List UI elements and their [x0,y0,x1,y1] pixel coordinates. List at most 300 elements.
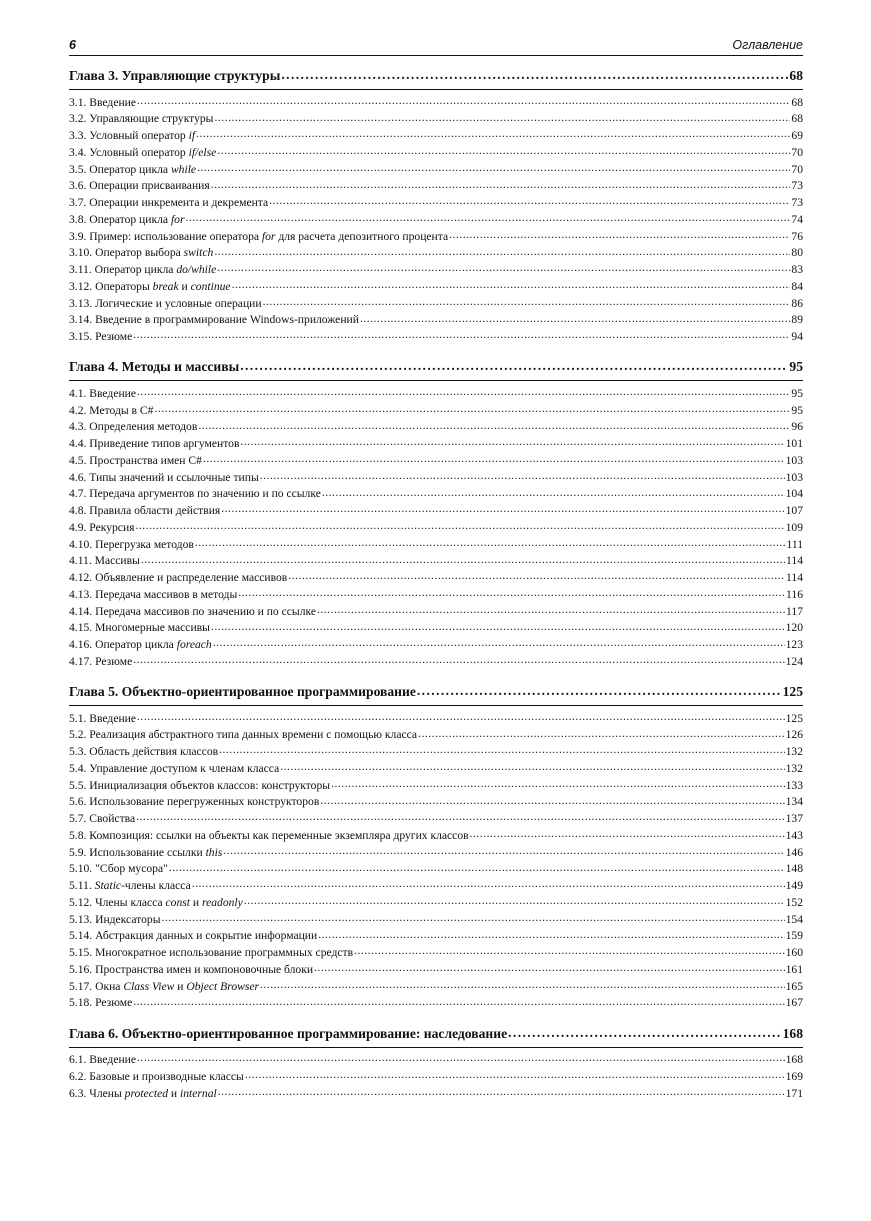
entry-title-text: 4.14. Передача массивов по значению и по ссылке [69,604,316,618]
dot-leader [137,94,790,106]
toc-entry[interactable] [69,744,803,761]
entry-title-italic: continue [190,279,231,293]
entry-page-number: 94 [791,330,803,344]
toc-entry[interactable] [69,586,803,603]
dot-leader [218,1085,785,1097]
entry-title-text: 5.16. Пространства имен и компоновочные блоки [69,962,314,976]
section-title: Оглавление [732,38,803,52]
entry-page-number: 80 [791,246,803,260]
toc-entry[interactable] [69,211,803,228]
entry-title-text: 4.1. Введение [69,386,137,400]
toc-entry[interactable] [69,570,803,587]
toc-entry[interactable] [69,385,803,402]
toc-entry[interactable] [69,436,803,453]
entry-title [69,1052,136,1068]
dot-leader [320,794,784,806]
entry-title-italic: break [152,279,179,293]
entry-title [69,761,279,777]
entry-title-text: 3.9. Пример: использование оператора [69,229,262,243]
entry-title-text: 4.2. Методы в C# [69,403,154,417]
entry-title [69,212,184,228]
entry-title-text: 4.17. Резюме [69,654,133,668]
entry-title-italic: switch [183,246,214,260]
entry-title [69,878,191,894]
entry-page-number: 124 [785,654,803,668]
chapter-heading[interactable] [69,1024,803,1048]
toc-entry[interactable] [69,228,803,245]
toc-entry[interactable] [69,637,803,654]
chapter-page-number: 68 [789,68,803,83]
toc-entry[interactable] [69,195,803,212]
dot-leader [217,262,790,274]
entry-title [69,279,231,295]
entry-page-number: 68 [791,112,803,126]
entry-title-italic: for [261,229,276,243]
dot-leader [221,503,784,515]
entry-title [69,229,448,245]
entry-title-text: 6.1. Введение [69,1053,137,1067]
entry-title-text: 3.7. Операции инкремента и декремента [69,196,269,210]
entry-title-text: 4.8. Правила области действия [69,504,221,518]
entry-title-text: 3.4. Условный оператор [69,145,189,159]
toc-entry[interactable] [69,894,803,911]
entry-title [69,945,353,961]
entry-title [69,312,359,328]
dot-leader [133,995,784,1007]
dot-leader [213,637,785,649]
entry-page-number: 120 [785,621,803,635]
toc-entry[interactable] [69,245,803,262]
toc-entry[interactable] [69,1085,803,1102]
dot-leader [219,744,785,756]
entry-title [69,845,222,861]
entry-page-number: 73 [791,196,803,210]
entry-title [69,503,220,519]
toc-entry[interactable] [69,469,803,486]
entry-title-text: 4.4. Приведение типов аргументов [69,437,240,451]
dot-leader [214,111,790,123]
dot-leader [238,586,785,598]
toc-page [69,38,803,1102]
entry-title-text: 5.1. Введение [69,711,137,725]
toc-entry[interactable] [69,961,803,978]
entry-title [69,979,259,995]
entry-page-number: 111 [786,537,803,551]
entry-page-number: 74 [791,212,803,226]
dot-leader [195,536,786,548]
dot-leader [331,777,785,789]
dot-leader [508,1024,782,1038]
entry-page-number: 70 [791,145,803,159]
entry-title [69,928,317,944]
entry-page-number: 132 [785,761,803,775]
entry-title-text: 5.5. Инициализация объектов классов: конструкторы [69,778,331,792]
entry-title-text: 3.2. Управляющие структуры [69,112,214,126]
entry-title [69,587,237,603]
entry-page-number: 143 [785,828,803,842]
entry-title [69,296,262,312]
dot-leader [133,653,784,665]
dot-leader [244,894,785,906]
toc-entry[interactable] [69,760,803,777]
toc-entry[interactable] [69,161,803,178]
entry-title [69,403,153,419]
toc-chapter [69,682,803,1012]
entry-title-italic: const [165,895,190,909]
entry-title-text: 5.18. Резюме [69,996,133,1010]
entry-title [69,195,268,211]
dot-leader [135,519,784,531]
entry-page-number: 70 [791,162,803,176]
dot-leader [449,228,790,240]
dot-leader [232,278,791,290]
dot-leader [314,961,785,973]
entry-page-number: 125 [785,711,803,725]
entry-title-text: -члены класса [121,879,191,893]
dot-leader [196,128,790,140]
entry-title [69,637,212,653]
entry-title-text: 5.13. Индексаторы [69,912,161,926]
entry-page-number: 165 [785,979,803,993]
entry-title [69,620,210,636]
entry-page-number: 134 [785,795,803,809]
dot-leader [263,295,791,307]
entry-page-number: 83 [791,263,803,277]
entry-page-number: 68 [791,95,803,109]
dot-leader [198,419,790,431]
entry-title-text: 3.13. Логические и условные операции [69,296,262,310]
toc-chapter [69,1024,803,1102]
toc-entry[interactable] [69,1068,803,1085]
entry-title-italic: internal [180,1086,217,1100]
entry-title-text: 5.9. Использование ссылки [69,845,206,859]
dot-leader [154,402,790,414]
entry-title [69,262,216,278]
entry-title [69,828,469,844]
dot-leader [281,66,788,80]
entry-page-number: 114 [786,571,803,585]
entry-title-text: 4.12. Объявление и распределение массивов [69,571,288,585]
entry-title-italic: Static [94,879,122,893]
toc-entry[interactable] [69,995,803,1012]
toc-entry[interactable] [69,536,803,553]
entry-title [69,520,134,536]
dot-leader [211,620,785,632]
dot-leader [360,312,790,324]
entry-page-number: 148 [785,862,803,876]
entry-title-italic: if [188,129,196,143]
toc-entry[interactable] [69,128,803,145]
table-of-contents [69,66,803,1102]
toc-entry[interactable] [69,844,803,861]
entry-title [69,962,313,978]
dot-leader [280,760,784,772]
entry-title-text: 5.6. Использование перегруженных конструкторов [69,795,320,809]
entry-title-text: 3.14. Введение в программирование Windows-приложений [69,313,359,327]
entry-page-number: 89 [791,313,803,327]
entry-title-italic: Object Browser [186,979,260,993]
entry-page-number: 73 [791,179,803,193]
entry-title [69,794,319,810]
entry-page-number: 167 [785,996,803,1010]
entry-page-number: 159 [785,929,803,943]
entry-title-text: для расчета депозитного процента [275,229,449,243]
entry-title-text: 5.15. Многократное использование программных средств [69,946,354,960]
toc-entry[interactable] [69,278,803,295]
toc-entry[interactable] [69,503,803,520]
chapter-heading[interactable] [69,357,803,381]
entry-title-text: 6.3. Члены [69,1086,125,1100]
entry-title [69,570,287,586]
toc-entry[interactable] [69,827,803,844]
toc-entry[interactable] [69,878,803,895]
dot-leader [470,827,785,839]
entry-title-text: 5.11. [69,879,95,893]
entry-title-text: 3.8. Оператор цикла [69,212,171,226]
dot-leader [418,727,785,739]
dot-leader [354,945,785,957]
entry-page-number: 103 [785,470,803,484]
entry-title-text: 5.14. Абстракция данных и сокрытие информации [69,929,318,943]
entry-page-number: 86 [791,296,803,310]
dot-leader [223,844,784,856]
entry-page-number: 96 [791,420,803,434]
toc-entry[interactable] [69,295,803,312]
entry-title-text: и [189,895,202,909]
page-number: 6 [69,38,76,52]
dot-leader [322,486,785,498]
dot-leader [317,603,785,615]
chapter-heading[interactable] [69,682,803,706]
entry-title-text: 5.12. Члены класса [69,895,166,909]
entry-title [69,178,210,194]
entry-title-text: 4.7. Передача аргументов по значению и по ссылке [69,487,321,501]
entry-title-text: 5.8. Композиция: ссылки на объекты как переменные экземпляра других классов [69,828,469,842]
entry-title-italic: do/while [176,263,217,277]
entry-page-number: 114 [786,554,803,568]
toc-entry[interactable] [69,978,803,995]
entry-title [69,329,132,345]
dot-leader [318,928,784,940]
entry-title-text: 3.11. Оператор цикла [69,263,177,277]
entry-page-number: 154 [785,912,803,926]
entry-page-number: 123 [785,638,803,652]
entry-page-number: 152 [785,895,803,909]
entry-title-italic: foreach [176,638,212,652]
entry-title [69,245,213,261]
chapter-title: Глава 3. Управляющие структуры [69,68,281,83]
entry-title-text: 4.11. Массивы [69,554,140,568]
entry-title [69,537,194,553]
entry-page-number: 132 [785,745,803,759]
entry-title-text: 3.15. Резюме [69,330,133,344]
entry-page-number: 107 [785,504,803,518]
chapter-title: Глава 6. Объектно-ориентированное программирование: наследование [69,1025,508,1041]
entry-title-text: и [168,1086,181,1100]
entry-title [69,1086,217,1102]
entry-page-number: 133 [785,778,803,792]
entry-title-text: 5.10. "Сбор мусора" [69,862,168,876]
toc-entry[interactable] [69,519,803,536]
entry-title [69,861,168,877]
toc-entry[interactable] [69,94,803,111]
entry-title [69,744,218,760]
dot-leader [192,878,785,890]
entry-title-text: 5.3. Область действия классов [69,745,219,759]
dot-leader [137,1052,785,1064]
dot-leader [137,385,790,397]
entry-page-number: 146 [785,845,803,859]
entry-page-number: 168 [785,1053,803,1067]
entry-page-number: 149 [785,879,803,893]
dot-leader [240,358,788,372]
entry-title-text: 4.15. Многомерные массивы [69,621,210,635]
toc-entry[interactable] [69,777,803,794]
toc-entry[interactable] [69,620,803,637]
entry-title [69,995,132,1011]
toc-entry[interactable] [69,178,803,195]
dot-leader [417,682,782,696]
entry-page-number: 101 [785,437,803,451]
entry-page-number: 160 [785,946,803,960]
toc-entry[interactable] [69,553,803,570]
dot-leader [260,978,785,990]
toc-entry[interactable] [69,402,803,419]
entry-page-number: 95 [791,403,803,417]
entry-title [69,111,213,127]
entry-title-text: 3.5. Оператор цикла [69,162,171,176]
toc-entry[interactable] [69,727,803,744]
dot-leader [288,570,785,582]
entry-title [69,453,202,469]
entry-title-text: 3.3. Условный оператор [69,129,189,143]
dot-leader [217,144,790,156]
entry-title-italic: if/else [188,145,217,159]
dot-leader [197,161,790,173]
entry-page-number: 169 [785,1069,803,1083]
chapter-title: Глава 5. Объектно-ориентированное программирование [69,684,416,699]
entry-title-text: 6.2. Базовые и производные классы [69,1069,244,1083]
entry-title-text: 5.7. Свойства [69,812,136,826]
dot-leader [141,553,785,565]
entry-page-number: 161 [785,962,803,976]
entry-page-number: 69 [791,129,803,143]
entry-title [69,1069,244,1085]
entry-title-text: 3.6. Операции присваивания [69,179,210,193]
dot-leader [260,469,785,481]
entry-title-text: 4.16. Оператор цикла [69,638,177,652]
entry-title-text: 5.2. Реализация абстрактного типа данных времени с помощью класса [69,728,418,742]
toc-entry[interactable] [69,653,803,670]
entry-title-italic: while [170,162,197,176]
toc-entry[interactable] [69,928,803,945]
toc-entry[interactable] [69,419,803,436]
dot-leader [169,861,785,873]
entry-title-text: 5.4. Управление доступом к членам класса [69,761,280,775]
toc-entry[interactable] [69,452,803,469]
entry-page-number: 95 [791,386,803,400]
entry-title-italic: this [205,845,223,859]
entry-page-number: 104 [785,487,803,501]
entry-title-text: 4.3. Определения методов [69,420,198,434]
entry-title [69,604,316,620]
entry-title-italic: protected [124,1086,169,1100]
chapter-heading[interactable] [69,66,803,90]
entry-title-text: 3.10. Оператор выбора [69,246,184,260]
entry-title [69,912,160,928]
dot-leader [133,329,790,341]
entry-page-number: 137 [785,812,803,826]
entry-title-text: 3.12. Операторы [69,279,153,293]
dot-leader [269,195,790,207]
entry-title [69,486,321,502]
entry-page-number: 116 [786,587,803,601]
entry-page-number: 171 [785,1086,803,1100]
toc-entry[interactable] [69,911,803,928]
entry-page-number: 117 [786,604,803,618]
toc-entry[interactable] [69,329,803,346]
dot-leader [137,710,785,722]
entry-title [69,470,259,486]
chapter-page-number: 95 [789,359,803,375]
entry-title [69,386,136,402]
entry-title [69,711,136,727]
toc-entry[interactable] [69,945,803,962]
toc-entry[interactable] [69,794,803,811]
dot-leader [161,911,784,923]
toc-entry[interactable] [69,603,803,620]
toc-entry[interactable] [69,811,803,828]
entry-title-italic: for [170,212,185,226]
toc-entry[interactable] [69,1052,803,1069]
entry-page-number: 76 [791,229,803,243]
toc-entry[interactable] [69,312,803,329]
entry-title [69,553,140,569]
entry-title [69,436,239,452]
entry-title-italic: Class View [123,979,175,993]
entry-page-number: 103 [785,453,803,467]
dot-leader [240,436,784,448]
entry-title [69,654,132,670]
dot-leader [245,1068,785,1080]
toc-entry[interactable] [69,144,803,161]
dot-leader [203,452,785,464]
toc-entry[interactable] [69,710,803,727]
entry-title-text: 4.10. Перегрузка методов [69,537,194,551]
entry-title-text: и [178,279,191,293]
toc-entry[interactable] [69,262,803,279]
dot-leader [185,211,790,223]
entry-title-text: 4.9. Рекурсия [69,520,135,534]
entry-title [69,95,136,111]
toc-chapter [69,357,803,670]
dot-leader [214,245,790,257]
dot-leader [211,178,791,190]
toc-entry[interactable] [69,861,803,878]
entry-page-number: 84 [791,279,803,293]
entry-title-text: 4.5. Пространства имен C# [69,453,202,467]
toc-entry[interactable] [69,111,803,128]
entry-title-italic: readonly [202,895,243,909]
entry-page-number: 109 [785,520,803,534]
chapter-title: Глава 4. Методы и массивы [69,359,240,375]
entry-title [69,419,197,435]
entry-title-text: 5.17. Окна [69,979,124,993]
toc-entry[interactable] [69,486,803,503]
running-head [69,38,803,56]
entry-title-text: 4.13. Передача массивов в методы [69,587,238,601]
entry-title [69,727,417,743]
